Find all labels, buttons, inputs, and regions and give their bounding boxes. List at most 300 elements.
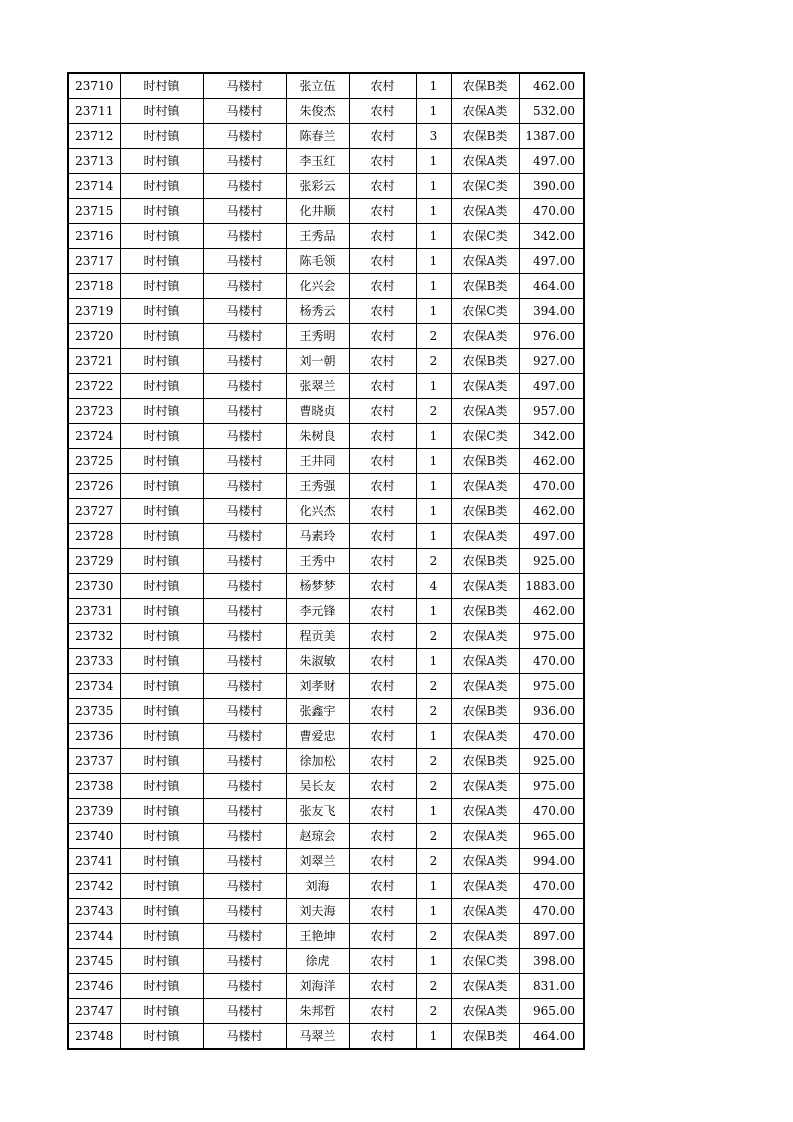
name-cell: 马素玲 bbox=[286, 524, 349, 549]
insurance-class-cell: 农保B类 bbox=[451, 73, 519, 99]
town-cell: 时村镇 bbox=[120, 224, 203, 249]
name-cell: 张鑫宇 bbox=[286, 699, 349, 724]
name-cell: 王秀强 bbox=[286, 474, 349, 499]
village-cell: 马楼村 bbox=[203, 324, 286, 349]
amount-cell: 965.00 bbox=[519, 824, 584, 849]
area-type-cell: 农村 bbox=[349, 399, 416, 424]
amount-cell: 342.00 bbox=[519, 424, 584, 449]
table-row bbox=[68, 174, 584, 199]
household-count-cell: 2 bbox=[416, 824, 451, 849]
record-id-cell: 23741 bbox=[68, 849, 120, 874]
household-count-cell: 1 bbox=[416, 874, 451, 899]
record-id-cell: 23725 bbox=[68, 449, 120, 474]
area-type-cell: 农村 bbox=[349, 224, 416, 249]
insurance-class-cell: 农保A类 bbox=[451, 799, 519, 824]
village-cell: 马楼村 bbox=[203, 99, 286, 124]
village-cell: 马楼村 bbox=[203, 524, 286, 549]
town-cell: 时村镇 bbox=[120, 924, 203, 949]
village-cell: 马楼村 bbox=[203, 849, 286, 874]
table-row bbox=[68, 599, 584, 624]
household-count-cell: 1 bbox=[416, 224, 451, 249]
household-count-cell: 2 bbox=[416, 849, 451, 874]
household-count-cell: 1 bbox=[416, 99, 451, 124]
village-cell: 马楼村 bbox=[203, 399, 286, 424]
table-row bbox=[68, 949, 584, 974]
name-cell: 朱俊杰 bbox=[286, 99, 349, 124]
insurance-class-cell: 农保A类 bbox=[451, 149, 519, 174]
amount-cell: 470.00 bbox=[519, 649, 584, 674]
insurance-class-cell: 农保A类 bbox=[451, 774, 519, 799]
area-type-cell: 农村 bbox=[349, 774, 416, 799]
table-row bbox=[68, 624, 584, 649]
amount-cell: 925.00 bbox=[519, 549, 584, 574]
household-count-cell: 2 bbox=[416, 999, 451, 1024]
town-cell: 时村镇 bbox=[120, 699, 203, 724]
record-id-cell: 23724 bbox=[68, 424, 120, 449]
household-count-cell: 1 bbox=[416, 724, 451, 749]
town-cell: 时村镇 bbox=[120, 124, 203, 149]
name-cell: 刘夫海 bbox=[286, 899, 349, 924]
name-cell: 程贡美 bbox=[286, 624, 349, 649]
record-id-cell: 23716 bbox=[68, 224, 120, 249]
amount-cell: 390.00 bbox=[519, 174, 584, 199]
insurance-class-cell: 农保A类 bbox=[451, 824, 519, 849]
record-id-cell: 23736 bbox=[68, 724, 120, 749]
area-type-cell: 农村 bbox=[349, 849, 416, 874]
records-table-container bbox=[67, 72, 585, 1050]
village-cell: 马楼村 bbox=[203, 499, 286, 524]
table-row bbox=[68, 224, 584, 249]
area-type-cell: 农村 bbox=[349, 824, 416, 849]
area-type-cell: 农村 bbox=[349, 73, 416, 99]
insurance-class-cell: 农保A类 bbox=[451, 849, 519, 874]
town-cell: 时村镇 bbox=[120, 99, 203, 124]
amount-cell: 470.00 bbox=[519, 874, 584, 899]
amount-cell: 831.00 bbox=[519, 974, 584, 999]
village-cell: 马楼村 bbox=[203, 224, 286, 249]
amount-cell: 497.00 bbox=[519, 374, 584, 399]
amount-cell: 342.00 bbox=[519, 224, 584, 249]
household-count-cell: 1 bbox=[416, 299, 451, 324]
table-row bbox=[68, 799, 584, 824]
table-row bbox=[68, 399, 584, 424]
amount-cell: 462.00 bbox=[519, 449, 584, 474]
amount-cell: 470.00 bbox=[519, 799, 584, 824]
amount-cell: 975.00 bbox=[519, 774, 584, 799]
record-id-cell: 23732 bbox=[68, 624, 120, 649]
area-type-cell: 农村 bbox=[349, 899, 416, 924]
amount-cell: 398.00 bbox=[519, 949, 584, 974]
village-cell: 马楼村 bbox=[203, 924, 286, 949]
household-count-cell: 1 bbox=[416, 149, 451, 174]
area-type-cell: 农村 bbox=[349, 574, 416, 599]
area-type-cell: 农村 bbox=[349, 149, 416, 174]
household-count-cell: 2 bbox=[416, 324, 451, 349]
record-id-cell: 23744 bbox=[68, 924, 120, 949]
village-cell: 马楼村 bbox=[203, 1024, 286, 1050]
name-cell: 杨梦梦 bbox=[286, 574, 349, 599]
records-table-body bbox=[68, 73, 584, 1049]
table-row bbox=[68, 474, 584, 499]
household-count-cell: 1 bbox=[416, 424, 451, 449]
record-id-cell: 23726 bbox=[68, 474, 120, 499]
household-count-cell: 2 bbox=[416, 624, 451, 649]
amount-cell: 976.00 bbox=[519, 324, 584, 349]
town-cell: 时村镇 bbox=[120, 649, 203, 674]
name-cell: 张立伍 bbox=[286, 73, 349, 99]
insurance-class-cell: 农保B类 bbox=[451, 274, 519, 299]
village-cell: 马楼村 bbox=[203, 449, 286, 474]
town-cell: 时村镇 bbox=[120, 774, 203, 799]
table-row bbox=[68, 1024, 584, 1050]
table-row bbox=[68, 449, 584, 474]
name-cell: 朱树良 bbox=[286, 424, 349, 449]
record-id-cell: 23710 bbox=[68, 73, 120, 99]
village-cell: 马楼村 bbox=[203, 274, 286, 299]
amount-cell: 470.00 bbox=[519, 899, 584, 924]
town-cell: 时村镇 bbox=[120, 524, 203, 549]
household-count-cell: 1 bbox=[416, 649, 451, 674]
village-cell: 马楼村 bbox=[203, 624, 286, 649]
table-row bbox=[68, 824, 584, 849]
table-row bbox=[68, 649, 584, 674]
area-type-cell: 农村 bbox=[349, 349, 416, 374]
household-count-cell: 2 bbox=[416, 549, 451, 574]
town-cell: 时村镇 bbox=[120, 424, 203, 449]
insurance-class-cell: 农保B类 bbox=[451, 749, 519, 774]
record-id-cell: 23720 bbox=[68, 324, 120, 349]
town-cell: 时村镇 bbox=[120, 249, 203, 274]
name-cell: 王秀中 bbox=[286, 549, 349, 574]
insurance-class-cell: 农保A类 bbox=[451, 399, 519, 424]
record-id-cell: 23734 bbox=[68, 674, 120, 699]
table-row bbox=[68, 349, 584, 374]
town-cell: 时村镇 bbox=[120, 899, 203, 924]
record-id-cell: 23729 bbox=[68, 549, 120, 574]
table-row bbox=[68, 199, 584, 224]
name-cell: 马翠兰 bbox=[286, 1024, 349, 1050]
table-row bbox=[68, 999, 584, 1024]
household-count-cell: 1 bbox=[416, 73, 451, 99]
table-row bbox=[68, 699, 584, 724]
village-cell: 马楼村 bbox=[203, 999, 286, 1024]
household-count-cell: 1 bbox=[416, 949, 451, 974]
name-cell: 王井同 bbox=[286, 449, 349, 474]
town-cell: 时村镇 bbox=[120, 724, 203, 749]
record-id-cell: 23737 bbox=[68, 749, 120, 774]
name-cell: 吴长友 bbox=[286, 774, 349, 799]
town-cell: 时村镇 bbox=[120, 299, 203, 324]
insurance-class-cell: 农保C类 bbox=[451, 224, 519, 249]
record-id-cell: 23727 bbox=[68, 499, 120, 524]
name-cell: 张彩云 bbox=[286, 174, 349, 199]
insurance-class-cell: 农保B类 bbox=[451, 599, 519, 624]
record-id-cell: 23711 bbox=[68, 99, 120, 124]
town-cell: 时村镇 bbox=[120, 274, 203, 299]
insurance-class-cell: 农保A类 bbox=[451, 474, 519, 499]
record-id-cell: 23735 bbox=[68, 699, 120, 724]
area-type-cell: 农村 bbox=[349, 199, 416, 224]
table-row bbox=[68, 524, 584, 549]
town-cell: 时村镇 bbox=[120, 73, 203, 99]
name-cell: 朱淑敏 bbox=[286, 649, 349, 674]
record-id-cell: 23713 bbox=[68, 149, 120, 174]
name-cell: 化兴会 bbox=[286, 274, 349, 299]
village-cell: 马楼村 bbox=[203, 774, 286, 799]
table-row bbox=[68, 724, 584, 749]
amount-cell: 927.00 bbox=[519, 349, 584, 374]
town-cell: 时村镇 bbox=[120, 324, 203, 349]
amount-cell: 975.00 bbox=[519, 674, 584, 699]
village-cell: 马楼村 bbox=[203, 549, 286, 574]
village-cell: 马楼村 bbox=[203, 824, 286, 849]
town-cell: 时村镇 bbox=[120, 599, 203, 624]
table-row bbox=[68, 274, 584, 299]
household-count-cell: 3 bbox=[416, 124, 451, 149]
village-cell: 马楼村 bbox=[203, 149, 286, 174]
amount-cell: 532.00 bbox=[519, 99, 584, 124]
area-type-cell: 农村 bbox=[349, 249, 416, 274]
village-cell: 马楼村 bbox=[203, 199, 286, 224]
town-cell: 时村镇 bbox=[120, 199, 203, 224]
record-id-cell: 23723 bbox=[68, 399, 120, 424]
table-row bbox=[68, 924, 584, 949]
record-id-cell: 23712 bbox=[68, 124, 120, 149]
amount-cell: 965.00 bbox=[519, 999, 584, 1024]
name-cell: 李玉红 bbox=[286, 149, 349, 174]
table-row bbox=[68, 424, 584, 449]
town-cell: 时村镇 bbox=[120, 399, 203, 424]
insurance-class-cell: 农保B类 bbox=[451, 1024, 519, 1050]
area-type-cell: 农村 bbox=[349, 999, 416, 1024]
record-id-cell: 23719 bbox=[68, 299, 120, 324]
amount-cell: 957.00 bbox=[519, 399, 584, 424]
insurance-class-cell: 农保A类 bbox=[451, 974, 519, 999]
table-row bbox=[68, 749, 584, 774]
area-type-cell: 农村 bbox=[349, 449, 416, 474]
insurance-class-cell: 农保A类 bbox=[451, 924, 519, 949]
amount-cell: 464.00 bbox=[519, 274, 584, 299]
insurance-class-cell: 农保A类 bbox=[451, 324, 519, 349]
insurance-class-cell: 农保A类 bbox=[451, 374, 519, 399]
insurance-class-cell: 农保A类 bbox=[451, 249, 519, 274]
record-id-cell: 23739 bbox=[68, 799, 120, 824]
town-cell: 时村镇 bbox=[120, 549, 203, 574]
household-count-cell: 2 bbox=[416, 774, 451, 799]
household-count-cell: 1 bbox=[416, 199, 451, 224]
household-count-cell: 1 bbox=[416, 449, 451, 474]
village-cell: 马楼村 bbox=[203, 474, 286, 499]
area-type-cell: 农村 bbox=[349, 649, 416, 674]
amount-cell: 497.00 bbox=[519, 524, 584, 549]
name-cell: 王秀明 bbox=[286, 324, 349, 349]
village-cell: 马楼村 bbox=[203, 124, 286, 149]
amount-cell: 925.00 bbox=[519, 749, 584, 774]
insurance-class-cell: 农保A类 bbox=[451, 99, 519, 124]
household-count-cell: 2 bbox=[416, 674, 451, 699]
area-type-cell: 农村 bbox=[349, 299, 416, 324]
insurance-class-cell: 农保A类 bbox=[451, 199, 519, 224]
insurance-class-cell: 农保A类 bbox=[451, 999, 519, 1024]
insurance-class-cell: 农保B类 bbox=[451, 549, 519, 574]
record-id-cell: 23743 bbox=[68, 899, 120, 924]
area-type-cell: 农村 bbox=[349, 949, 416, 974]
village-cell: 马楼村 bbox=[203, 299, 286, 324]
household-count-cell: 2 bbox=[416, 699, 451, 724]
town-cell: 时村镇 bbox=[120, 1024, 203, 1050]
household-count-cell: 2 bbox=[416, 924, 451, 949]
village-cell: 马楼村 bbox=[203, 974, 286, 999]
household-count-cell: 4 bbox=[416, 574, 451, 599]
area-type-cell: 农村 bbox=[349, 124, 416, 149]
insurance-class-cell: 农保A类 bbox=[451, 874, 519, 899]
household-count-cell: 2 bbox=[416, 399, 451, 424]
insurance-class-cell: 农保A类 bbox=[451, 899, 519, 924]
table-row bbox=[68, 73, 584, 99]
record-id-cell: 23715 bbox=[68, 199, 120, 224]
area-type-cell: 农村 bbox=[349, 474, 416, 499]
village-cell: 马楼村 bbox=[203, 899, 286, 924]
town-cell: 时村镇 bbox=[120, 474, 203, 499]
village-cell: 马楼村 bbox=[203, 724, 286, 749]
town-cell: 时村镇 bbox=[120, 374, 203, 399]
amount-cell: 994.00 bbox=[519, 849, 584, 874]
record-id-cell: 23745 bbox=[68, 949, 120, 974]
town-cell: 时村镇 bbox=[120, 999, 203, 1024]
name-cell: 陈春兰 bbox=[286, 124, 349, 149]
insurance-class-cell: 农保B类 bbox=[451, 124, 519, 149]
insurance-class-cell: 农保A类 bbox=[451, 524, 519, 549]
area-type-cell: 农村 bbox=[349, 749, 416, 774]
table-row bbox=[68, 124, 584, 149]
table-row bbox=[68, 324, 584, 349]
insurance-class-cell: 农保B类 bbox=[451, 699, 519, 724]
name-cell: 刘海 bbox=[286, 874, 349, 899]
town-cell: 时村镇 bbox=[120, 149, 203, 174]
insurance-class-cell: 农保A类 bbox=[451, 624, 519, 649]
household-count-cell: 2 bbox=[416, 749, 451, 774]
name-cell: 张翠兰 bbox=[286, 374, 349, 399]
area-type-cell: 农村 bbox=[349, 374, 416, 399]
village-cell: 马楼村 bbox=[203, 374, 286, 399]
area-type-cell: 农村 bbox=[349, 174, 416, 199]
amount-cell: 462.00 bbox=[519, 599, 584, 624]
household-count-cell: 1 bbox=[416, 1024, 451, 1050]
table-row bbox=[68, 849, 584, 874]
insurance-class-cell: 农保C类 bbox=[451, 299, 519, 324]
town-cell: 时村镇 bbox=[120, 624, 203, 649]
amount-cell: 1387.00 bbox=[519, 124, 584, 149]
town-cell: 时村镇 bbox=[120, 499, 203, 524]
area-type-cell: 农村 bbox=[349, 674, 416, 699]
village-cell: 马楼村 bbox=[203, 599, 286, 624]
name-cell: 曹晓贞 bbox=[286, 399, 349, 424]
name-cell: 朱邦哲 bbox=[286, 999, 349, 1024]
record-id-cell: 23748 bbox=[68, 1024, 120, 1050]
household-count-cell: 1 bbox=[416, 799, 451, 824]
amount-cell: 470.00 bbox=[519, 474, 584, 499]
amount-cell: 462.00 bbox=[519, 499, 584, 524]
area-type-cell: 农村 bbox=[349, 874, 416, 899]
name-cell: 化兴杰 bbox=[286, 499, 349, 524]
amount-cell: 394.00 bbox=[519, 299, 584, 324]
town-cell: 时村镇 bbox=[120, 874, 203, 899]
household-count-cell: 1 bbox=[416, 274, 451, 299]
table-row bbox=[68, 874, 584, 899]
insurance-class-cell: 农保A类 bbox=[451, 724, 519, 749]
household-count-cell: 1 bbox=[416, 524, 451, 549]
village-cell: 马楼村 bbox=[203, 574, 286, 599]
name-cell: 刘海洋 bbox=[286, 974, 349, 999]
amount-cell: 975.00 bbox=[519, 624, 584, 649]
name-cell: 刘孝财 bbox=[286, 674, 349, 699]
town-cell: 时村镇 bbox=[120, 849, 203, 874]
town-cell: 时村镇 bbox=[120, 674, 203, 699]
insurance-class-cell: 农保A类 bbox=[451, 674, 519, 699]
name-cell: 刘翠兰 bbox=[286, 849, 349, 874]
insurance-class-cell: 农保A类 bbox=[451, 574, 519, 599]
table-row bbox=[68, 974, 584, 999]
table-row bbox=[68, 574, 584, 599]
area-type-cell: 农村 bbox=[349, 724, 416, 749]
town-cell: 时村镇 bbox=[120, 349, 203, 374]
record-id-cell: 23718 bbox=[68, 274, 120, 299]
table-row bbox=[68, 549, 584, 574]
record-id-cell: 23742 bbox=[68, 874, 120, 899]
village-cell: 马楼村 bbox=[203, 73, 286, 99]
household-count-cell: 2 bbox=[416, 974, 451, 999]
area-type-cell: 农村 bbox=[349, 524, 416, 549]
table-row bbox=[68, 149, 584, 174]
amount-cell: 1883.00 bbox=[519, 574, 584, 599]
record-id-cell: 23740 bbox=[68, 824, 120, 849]
area-type-cell: 农村 bbox=[349, 499, 416, 524]
record-id-cell: 23722 bbox=[68, 374, 120, 399]
village-cell: 马楼村 bbox=[203, 649, 286, 674]
village-cell: 马楼村 bbox=[203, 349, 286, 374]
area-type-cell: 农村 bbox=[349, 324, 416, 349]
insurance-class-cell: 农保C类 bbox=[451, 424, 519, 449]
insurance-class-cell: 农保C类 bbox=[451, 174, 519, 199]
table-row bbox=[68, 249, 584, 274]
name-cell: 曹爱忠 bbox=[286, 724, 349, 749]
name-cell: 化井顺 bbox=[286, 199, 349, 224]
household-count-cell: 1 bbox=[416, 474, 451, 499]
area-type-cell: 农村 bbox=[349, 799, 416, 824]
record-id-cell: 23738 bbox=[68, 774, 120, 799]
table-row bbox=[68, 774, 584, 799]
town-cell: 时村镇 bbox=[120, 824, 203, 849]
village-cell: 马楼村 bbox=[203, 424, 286, 449]
area-type-cell: 农村 bbox=[349, 99, 416, 124]
record-id-cell: 23731 bbox=[68, 599, 120, 624]
name-cell: 刘一朝 bbox=[286, 349, 349, 374]
village-cell: 马楼村 bbox=[203, 799, 286, 824]
table-row bbox=[68, 299, 584, 324]
record-id-cell: 23746 bbox=[68, 974, 120, 999]
records-table bbox=[67, 72, 585, 1050]
name-cell: 张友飞 bbox=[286, 799, 349, 824]
record-id-cell: 23733 bbox=[68, 649, 120, 674]
town-cell: 时村镇 bbox=[120, 174, 203, 199]
table-row bbox=[68, 374, 584, 399]
record-id-cell: 23728 bbox=[68, 524, 120, 549]
record-id-cell: 23714 bbox=[68, 174, 120, 199]
village-cell: 马楼村 bbox=[203, 249, 286, 274]
household-count-cell: 1 bbox=[416, 599, 451, 624]
village-cell: 马楼村 bbox=[203, 674, 286, 699]
household-count-cell: 1 bbox=[416, 499, 451, 524]
